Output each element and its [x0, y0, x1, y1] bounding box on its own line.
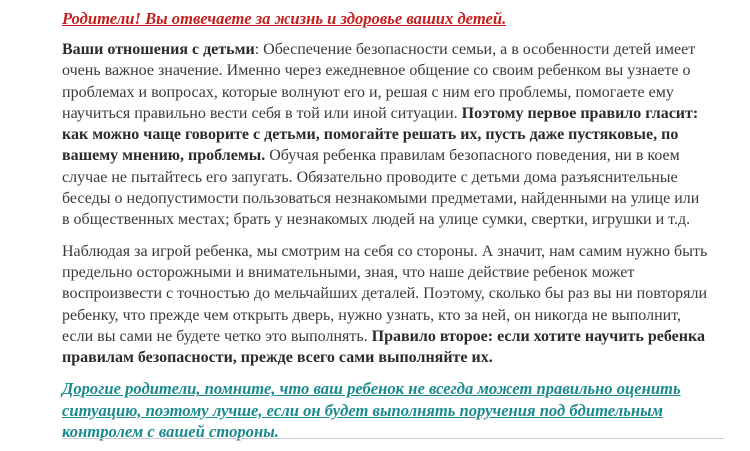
first-rule-bold: Поэтому первое правило гласит: как можно чаще говорите с детьми, помогайте решать их, пусть даже пустяковые, по вашему мнению, проблемы.	[62, 104, 699, 165]
second-rule-bold: Правило второе: если хотите научить ребенка правилам безопасности, прежде всего сами выполняйте их.	[62, 327, 705, 367]
closing-note: Дорогие родители, помните, что ваш ребенок не всегда может правильно оценить ситуацию, поэтому лучше, если он будет выполнять поручения под бдительным контролем с вашей стороны.	[62, 379, 681, 442]
warning-heading: Родители! Вы отвечаете за жизнь и здоровье ваших детей.	[62, 9, 507, 28]
paragraph-text: Наблюдая за игрой ребенка, мы смотрим на себя со стороны. А значит, нам самим нужно быть предельно осторожными и внимательными, зная, что наше действие ребенок может воспроизвести с точностью до мельчайших деталей. Поэтому, сколько бы раз вы ни повторяли ребенку, что прежде чем открыть дверь, нужно узнать, кто за ней, он никогда не выполнит, если вы сами не будете четко это выполнять.	[62, 242, 708, 345]
paragraph-example	[62, 241, 710, 369]
paragraph-text-continued: Обучая ребенка правилам безопасного поведения, ни в коем случае не пытайтесь его запугать. Обязательно проводите с детьми дома разъяснительные беседы о недопустимости пользоваться незнакомыми предметами, найденными на улице или в общественных местах; брать у незнакомых людей на улице сумки, свертки, игрушки и т.д.	[62, 147, 700, 229]
paragraph-text: : Обеспечение безопасности семьи, а в особенности детей имеет очень важное значение. Именно через ежедневное общение со своим ребенком вы узнаете о проблемах и вопросах, которые волнуют его и, решая с ним его проблемы, помогаете ему научиться правильно вести себя в той или иной ситуации.	[62, 41, 696, 122]
bottom-divider	[62, 438, 724, 439]
article-body	[62, 8, 710, 442]
paragraph-relationships	[62, 39, 710, 231]
paragraph-lead-bold: Ваши отношения с детьми	[62, 41, 255, 58]
